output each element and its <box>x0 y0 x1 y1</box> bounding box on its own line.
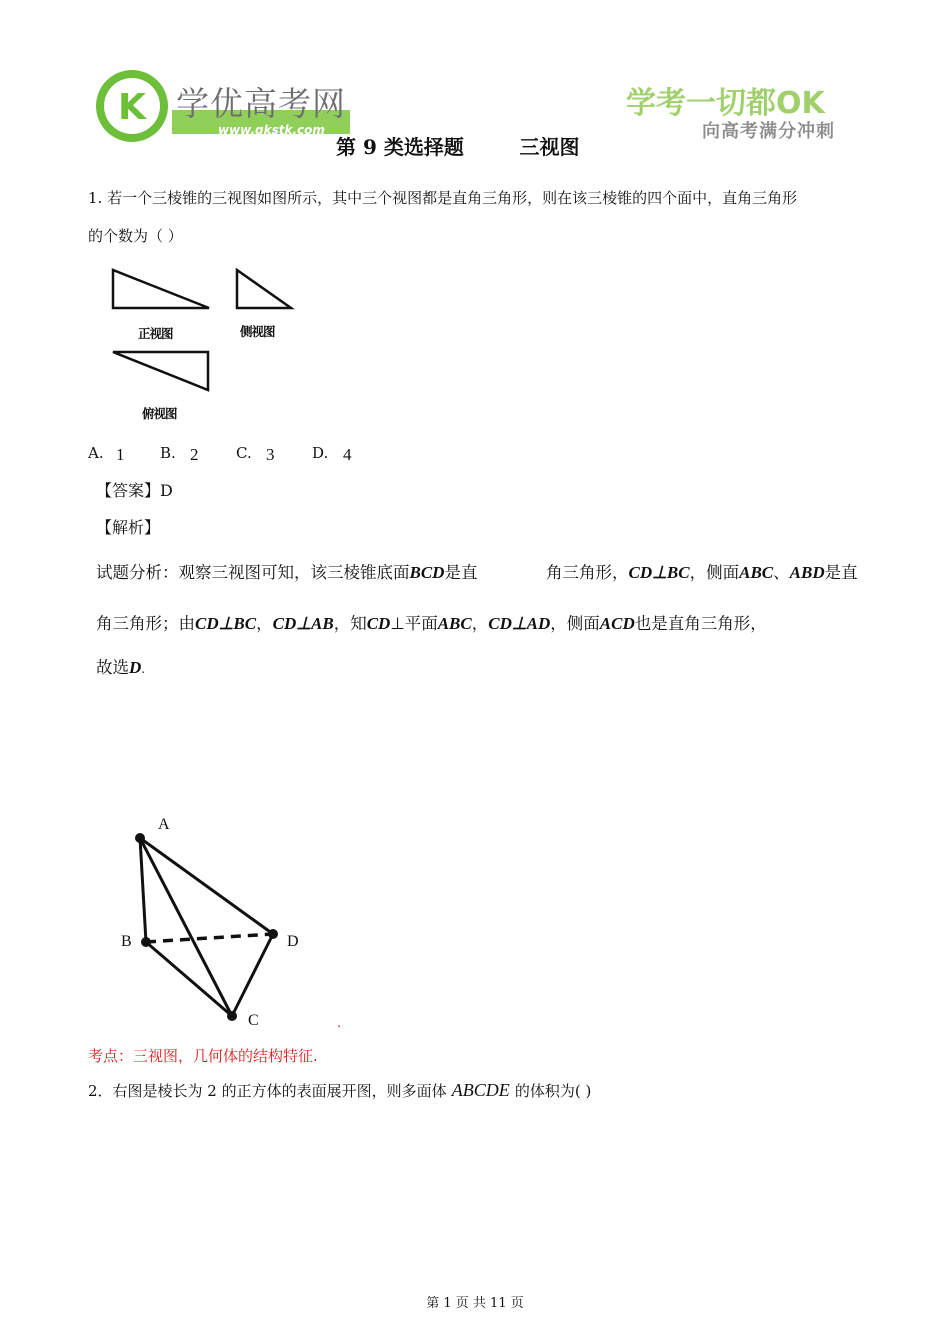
analysis-math: D <box>129 658 142 677</box>
side-view-label: 侧视图 <box>240 324 275 339</box>
option-c-value: 3 <box>266 445 275 464</box>
top-view-triangle <box>113 352 208 390</box>
q1-stem-line1: 1. 若一个三棱锥的三视图如图所示，其中三个视图都是直角三角形，则在该三棱锥的四个面中，直角三角形 <box>88 189 798 207</box>
analysis-line1-cont <box>546 559 858 583</box>
kaodian-line: 考点：三视图，几何体的结构特征. <box>88 1047 318 1065</box>
logo-url-text: www.gkstk.com <box>218 123 325 137</box>
slogan-main: 学考一切都OK <box>626 86 825 121</box>
logo-mark: K <box>118 87 146 128</box>
q2-text: 2．右图是棱长为 2 的正方体的表面展开图，则多面体 <box>88 1082 447 1100</box>
label-a: A <box>158 816 170 833</box>
label-d: D <box>287 933 299 950</box>
stray-dot: . <box>337 1016 342 1031</box>
edge-ad <box>140 838 273 934</box>
doc-title: 第 9 类选择题 三视图 <box>336 135 580 159</box>
edge-dc <box>232 934 273 1016</box>
analysis-text: ，侧面 <box>689 563 740 582</box>
slogan-sub: 向高考满分冲刺 <box>702 121 835 142</box>
page-footer: 第 1 页 共 11 页 <box>426 1296 524 1311</box>
label-b: B <box>121 933 132 950</box>
option-a-letter: A. <box>88 444 104 462</box>
analysis-heading: 【解析】 <box>96 518 161 537</box>
vertex-a <box>135 833 145 843</box>
analysis-line1 <box>96 559 477 583</box>
analysis-text: 是直 <box>444 563 478 582</box>
analysis-text: 是直 <box>824 563 858 582</box>
analysis-text: 也是直角三角形， <box>634 614 767 633</box>
analysis-text: ，侧面 <box>550 614 600 633</box>
analysis-line2 <box>96 610 767 634</box>
analysis-math: CD⊥AB <box>272 614 334 633</box>
analysis-text: . <box>141 662 146 676</box>
option-a-value: 1 <box>116 445 125 464</box>
top-view-label: 俯视图 <box>142 406 177 421</box>
edge-ab <box>140 838 146 942</box>
option-b-value: 2 <box>190 445 199 464</box>
analysis-math: ABD <box>789 563 825 582</box>
analysis-math: ACD <box>599 614 635 633</box>
vertex-c <box>227 1011 237 1021</box>
answer-line: 【答案】D <box>96 481 173 500</box>
analysis-text: ， <box>471 614 489 633</box>
analysis-math: CD⊥AD <box>488 614 551 633</box>
edge-bd-hidden <box>146 934 273 942</box>
vertex-d <box>268 929 278 939</box>
edge-bc <box>146 942 232 1016</box>
analysis-text: 故选 <box>96 658 129 677</box>
analysis-math: CD <box>366 614 391 633</box>
option-d-letter: D. <box>312 444 329 462</box>
analysis-line3 <box>96 654 145 678</box>
front-view-triangle <box>113 270 209 308</box>
option-b-letter: B. <box>160 444 176 462</box>
tetrahedron-figure <box>110 810 310 1030</box>
analysis-text: 、 <box>773 563 790 582</box>
front-view-label: 正视图 <box>138 326 173 341</box>
q2-stem <box>88 1080 591 1101</box>
side-view-triangle <box>237 270 291 308</box>
analysis-math: ABC <box>739 563 774 582</box>
analysis-text: 角三角形；由 <box>96 614 195 633</box>
analysis-math: CD⊥BC <box>628 563 690 582</box>
analysis-text: ，知 <box>333 614 367 633</box>
analysis-text: 试题分析：观察三视图可知，该三棱锥底面 <box>96 563 410 582</box>
analysis-text: ⊥平面 <box>390 614 438 633</box>
three-views-figure <box>105 262 305 397</box>
q2-text: 的体积为( ) <box>514 1082 592 1100</box>
analysis-text: 角三角形， <box>546 563 629 582</box>
analysis-math: ABC <box>437 614 472 633</box>
option-c-letter: C. <box>236 444 252 462</box>
analysis-math: BCD <box>409 563 445 582</box>
vertex-b <box>141 937 151 947</box>
q1-stem-line2: 的个数为（ ） <box>88 227 183 245</box>
label-c: C <box>248 1012 259 1029</box>
q2-math: ABCDE <box>451 1080 510 1100</box>
analysis-math: CD⊥BC <box>195 614 257 633</box>
option-d-value: 4 <box>343 445 352 464</box>
logo-brand-text: 学优高考网 <box>176 84 346 123</box>
edge-ac <box>140 838 232 1016</box>
analysis-text: ， <box>256 614 273 633</box>
